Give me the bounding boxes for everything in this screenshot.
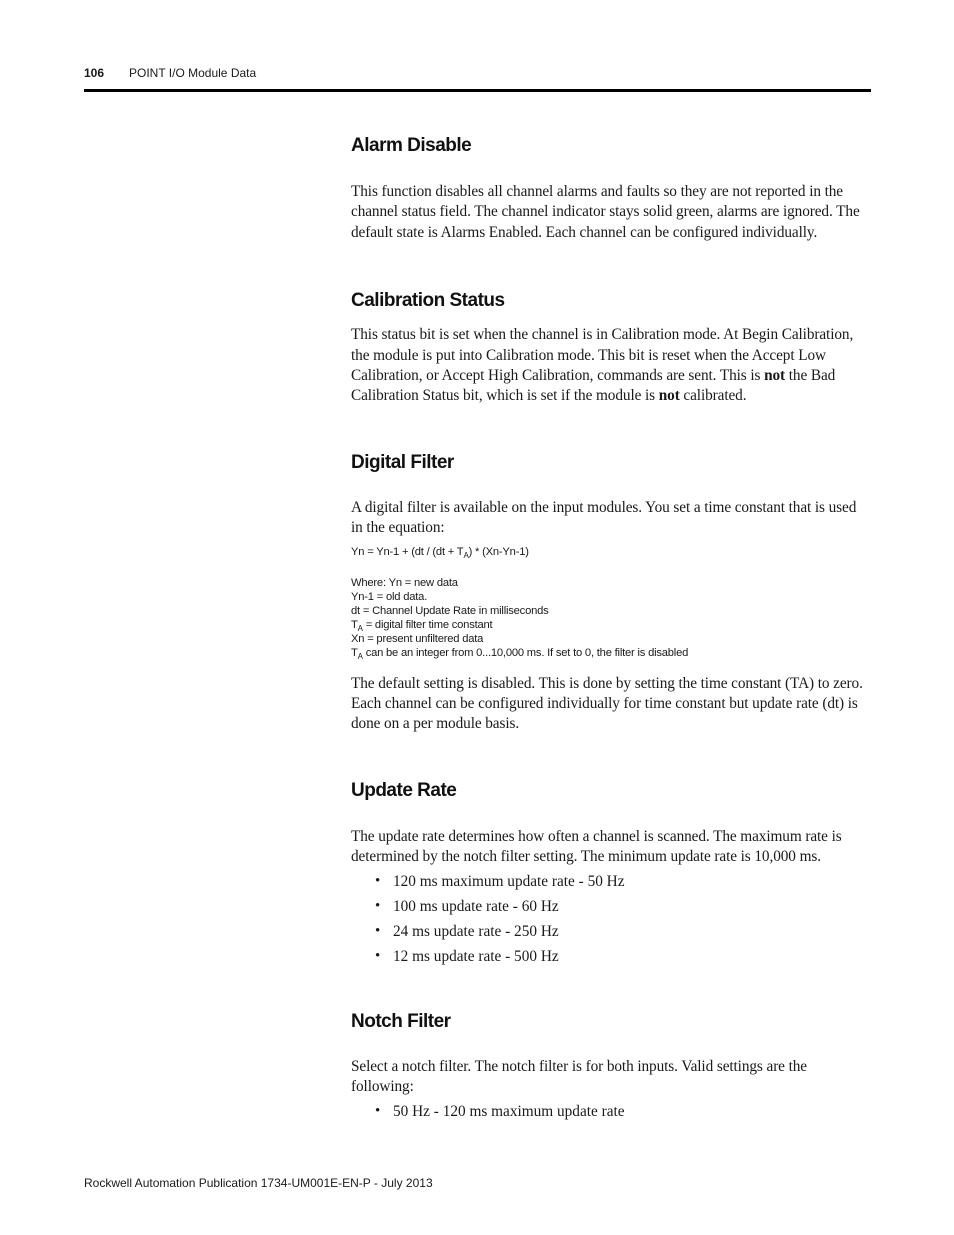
heading-calibration-status: Calibration Status — [351, 290, 505, 312]
bold-not-2: not — [658, 387, 680, 405]
bold-not-1: not — [764, 367, 786, 385]
header-rule — [84, 89, 871, 92]
digital-filter-outro: The default setting is disabled. This is done by setting the time constant (TA) to zero. Each channel can be configured individually for time constant but update rate (dt) is done on a per module basis. — [351, 674, 863, 733]
main-content — [351, 133, 871, 1124]
legend-line: $T_A$ can be an integer from 0...10,000 ms. If set to 0, the filter is disabled — [351, 646, 689, 661]
update-rate-text: The update rate determines how often a channel is scanned. The maximum rate is determined by the notch filter setting. The minimum update rate is 10,000 ms. — [351, 827, 842, 866]
notch-filter-text: Select a notch filter. The notch filter is for both inputs. Valid settings are the following: — [351, 1057, 807, 1096]
legend-line: Where: Yn = new data — [351, 576, 458, 589]
list-item: • 100 ms update rate - 60 Hz — [375, 897, 559, 915]
list-item: • 120 ms maximum update rate - 50 Hz — [375, 872, 625, 890]
page-header — [84, 66, 870, 90]
heading-update-rate: Update Rate — [351, 779, 457, 801]
heading-digital-filter: Digital Filter — [351, 451, 454, 473]
legend-line: dt = Channel Update Rate in milliseconds — [351, 604, 549, 617]
heading-alarm-disable: Alarm Disable — [351, 135, 472, 156]
page-number: 106 — [84, 66, 105, 80]
list-item: • 12 ms update rate - 500 Hz — [375, 947, 559, 965]
heading-notch-filter: Notch Filter — [351, 1010, 451, 1032]
header-section-title: POINT I/O Module Data — [129, 66, 257, 80]
digital-filter-intro: A digital filter is available on the input modules. You set a time constant that is used in the equation: — [351, 498, 857, 537]
legend-line: Yn-1 = old data. — [351, 590, 428, 603]
update-rate-list — [351, 869, 871, 969]
calibration-status-text: This status bit is set when the channel is in Calibration mode. At Begin Calibration, the module is put into Calibration mode. This bit is reset when the Accept Low Calibration, or Accept High Calibration, commands are sent. This is not the Bad Calibration Status bit, which is set if the module is not calibrated. — [351, 326, 854, 405]
equation-legend — [351, 576, 871, 660]
alarm-disable-text: This function disables all channel alarms and faults so they are not reported in the channel status field. The channel indicator stays solid green, alarms are ignored. The default state is Alarms Enabled. Each channel can be configured individually. — [351, 183, 860, 241]
filter-equation: $Yn = Yn-1 + (dt / (dt + T_A) * (Xn-Yn-1)$ — [351, 545, 529, 560]
page-footer: Rockwell Automation Publication 1734-UM001E-EN-P - July 2013 — [84, 1176, 433, 1190]
legend-line: $T_A$ = digital filter time constant — [351, 618, 493, 633]
legend-line: Xn = present unfiltered data — [351, 632, 484, 645]
notch-filter-list — [351, 1099, 871, 1124]
list-item: • 50 Hz - 120 ms maximum update rate — [375, 1102, 625, 1120]
list-item: • 24 ms update rate - 250 Hz — [375, 922, 559, 940]
